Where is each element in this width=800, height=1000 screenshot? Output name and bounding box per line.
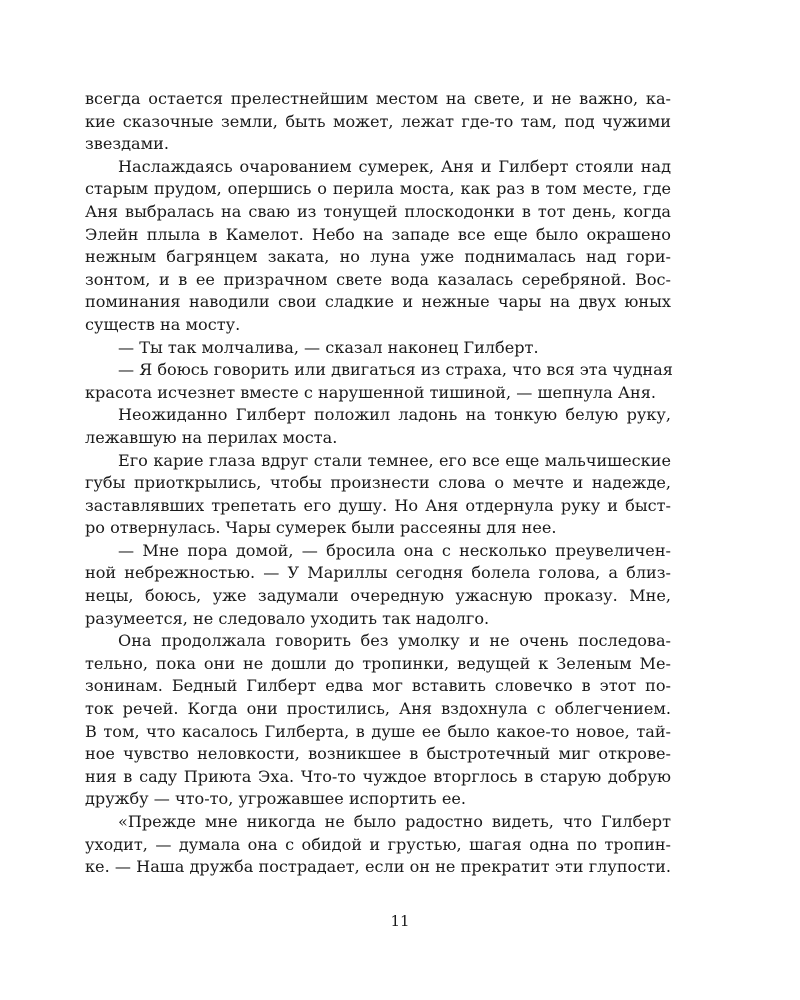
text-line: дружбу — что-то, угрожавшее испортить ее. [85,789,466,809]
text-line: поминания наводили свои сладкие и нежные чары на двух юных [85,292,671,312]
text-line: существ на мосту. [85,314,241,334]
text-line: Неожиданно Гилберт положил ладонь на тонкую белую руку, [118,405,671,425]
text-line: ро отвернулась. Чары сумерек были рассеяны для нее. [85,518,557,538]
text-line: — Ты так молчалива, — сказал наконец Гилберт. [118,337,539,357]
text-line: Наслаждаясь очарованием сумерек, Аня и Гилберт стояли над [118,156,671,176]
text-line: В том, что касалось Гилберта, в душе ее было какое-то новое, тай- [85,721,671,741]
text-line: разумеется, не следовало уходить так надолго. [85,608,490,628]
text-line: губы приоткрылись, чтобы произнести слова о мечте и надежде, [85,473,671,493]
text-line: ток речей. Когда они простились, Аня вздохнула с облегчением. [85,699,671,719]
text-line: «Прежде мне никогда не было радостно видеть, что Гилберт [118,812,671,831]
text-line: лежавшую на перилах моста. [85,427,338,447]
text-line: — Я боюсь говорить или двигаться из страха, что вся эта чудная [118,360,673,380]
text-line: ке. — Наша дружба пострадает, если он не прекратит эти глупости. [85,857,671,877]
text-line: Элейн плыла в Камелот. Небо на западе все еще было окрашено [85,224,671,244]
text-line: красота исчезнет вместе с нарушенной тишиной, — шепнула Аня. [85,382,657,402]
text-line: нежным багрянцем заката, но луна уже поднималась над гори- [85,247,671,267]
text-line: зонтом, и в ее призрачном свете вода казалась серебряной. Вос- [85,269,671,289]
text-line: нецы, боюсь, уже задумали очередную ужасную проказу. Мне, [85,586,671,606]
text-line: ной небрежностью. — У Мариллы сегодня болела голова, а близ- [85,563,671,583]
text-line: уходит, — думала она с обидой и грустью, шагая одна по тропин- [85,834,671,854]
text-line: Она продолжала говорить без умолку и не очень последова- [118,631,671,651]
text-line: — Мне пора домой, — бросила она с несколько преувеличен- [118,540,671,560]
text-line: заставлявших трепетать его душу. Но Аня отдернула руку и быст- [85,495,671,515]
text-line: звездами. [85,134,170,154]
body-text [85,88,671,879]
text-line: кие сказочные земли, быть может, лежат где-то там, под чужими [85,111,671,131]
text-line: всегда остается прелестнейшим местом на свете, и не важно, ка- [85,89,671,108]
text-line: Его карие глаза вдруг стали темнее, его все еще мальчишеские [118,450,671,470]
page-number: 11 [390,912,410,930]
text-line: ное чувство неловкости, возникшее в быстротечный миг открове- [85,744,671,764]
text-line: зонинам. Бедный Гилберт едва мог вставить словечко в этот по- [85,676,671,696]
text-line: тельно, пока они не дошли до тропинки, ведущей к Зеленым Ме- [85,653,671,673]
text-line: Аня выбралась на сваю из тонущей плоскодонки в тот день, когда [85,201,671,221]
text-line: ния в саду Приюта Эха. Что-то чуждое вторглось в старую добрую [85,766,671,786]
text-line: старым прудом, опершись о перила моста, как раз в том месте, где [85,179,671,199]
